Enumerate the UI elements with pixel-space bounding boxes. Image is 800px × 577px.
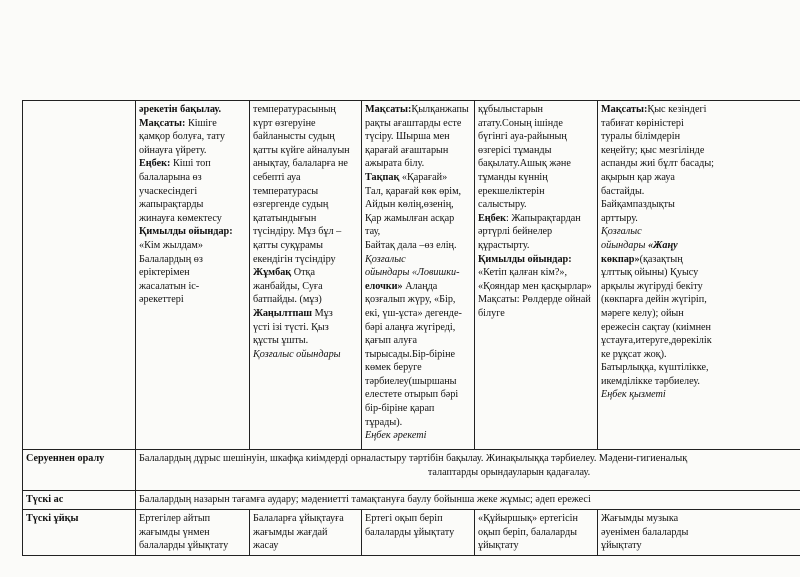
row-label-cell xyxy=(23,101,136,450)
row-label-nap: Түскі ұйқы xyxy=(23,510,136,556)
nap-cell-line: әуенімен балаларды xyxy=(601,526,689,538)
return-text-line2: талаптарды орындауларын қадағалау. xyxy=(427,466,591,478)
col2-line: себепті ауа xyxy=(253,171,301,183)
col3-line: Байтақ дала –өз елің. xyxy=(365,239,457,251)
nap-cell-line: «Құйыршық» ертегісін xyxy=(478,513,578,524)
col5-line: Еңбек қызметі xyxy=(601,389,666,401)
col5-line: икемділікке тәрбиелеу. xyxy=(601,375,700,387)
nap-cell-line: жағымды жағдай xyxy=(253,526,328,538)
table-row-lunch xyxy=(23,491,800,510)
row-label-lunch: Түскі ас xyxy=(23,491,136,510)
col2-line: анықтау, балаларға не xyxy=(253,158,348,170)
col5-line: ақырын қар жауа xyxy=(601,171,675,183)
col5-line: Қозғалыс xyxy=(601,226,642,238)
col2-line: күрт өзгеруіне xyxy=(253,117,316,129)
lunch-text-cell: Балалардың назарын тағамға аудару; мәдениетті тамақтануға баулу бойынша жеке жұмыс; әдеп ережесі xyxy=(136,491,800,510)
nap-cell-3 xyxy=(362,510,475,556)
day-cell-1 xyxy=(136,101,250,450)
col2-line: жанбайды, Суға xyxy=(253,280,323,292)
col1-line: әрекеттері xyxy=(139,294,184,306)
col5-line: Мақсаты:Қыс кезіндегі xyxy=(601,104,707,115)
col2-line: үсті ізі түсті. Қыз xyxy=(253,321,329,333)
col5-line: арқылы жүгіруді бекіту xyxy=(601,280,703,292)
col5-line: кеңейту; қыс мезгілінде xyxy=(601,144,705,156)
col5-line: арттыру. xyxy=(601,212,638,224)
nap-cell-1 xyxy=(136,510,250,556)
col5-line: (көкпарға дейін жүгіріп, xyxy=(601,294,707,306)
col5-line: ке рұқсат жоқ). xyxy=(601,348,667,360)
col3-line: Тал, қарағай көк өрім, xyxy=(365,185,462,197)
col1-line: учаскесіндегі xyxy=(139,185,198,197)
col1-line: «Кім жылдам» xyxy=(139,239,203,251)
col3-line: рақты ағаштарды есте xyxy=(365,117,462,129)
col5-line: көкпар»(қазақтың xyxy=(601,253,683,265)
nap-cell-2 xyxy=(250,510,362,556)
col2-line: Жаңылтпаш Мұз xyxy=(253,307,333,319)
col2-line: қатты суқұрамы xyxy=(253,239,323,251)
col3-line: Қар жамылған асқар xyxy=(365,212,455,224)
nap-cell-line: ұйықтату xyxy=(478,540,519,552)
col5-line: туралы білімдерін xyxy=(601,131,681,143)
col2-line: байланысты судың xyxy=(253,131,335,143)
col1-line: ойнауға үйрету. xyxy=(139,144,207,156)
day-cell-3 xyxy=(362,101,475,450)
col2-line: Қозғалыс ойындары xyxy=(253,348,341,360)
col3-line: елочки» Алаңда xyxy=(365,280,438,292)
nap-cell-line: Балаларға ұйықтауға xyxy=(253,513,344,524)
col1-line: еріктерімен xyxy=(139,267,190,279)
daily-plan-table xyxy=(22,100,800,556)
col2-line: өзгергенде судың xyxy=(253,199,329,211)
nap-cell-line: балаларды ұйықтату xyxy=(365,526,455,538)
col3-line: қағып алуға xyxy=(365,335,417,347)
col3-line: ажырата білу. xyxy=(365,158,425,170)
col4-line: салыстыру. xyxy=(478,199,527,211)
col3-line: тырысады.Бір-біріне xyxy=(365,348,456,360)
col1-line: жинауға көмектесу xyxy=(139,212,222,224)
col3-line: Айдын көлің,өзенің, xyxy=(365,199,454,211)
nap-cell-line: Ертегі оқып беріп xyxy=(365,513,443,524)
col4-line: тұманды күннің xyxy=(478,171,548,183)
col2-line: батпайды. (мұз) xyxy=(253,294,322,306)
day-cell-2 xyxy=(250,101,362,450)
nap-cell-line: жасау xyxy=(253,540,279,552)
nap-cell-line: балаларды ұйықтату xyxy=(139,540,229,552)
col3-line: қозғалып жүру, «Бір, xyxy=(365,294,456,306)
col1-line: жапырақтарды xyxy=(139,199,204,211)
col3-line: тәрбиелеу(шыршаны xyxy=(365,375,457,387)
col5-line: ережесін сақтау (киімнен xyxy=(601,321,712,333)
col3-line: бәрі алаңға жүгіреді, xyxy=(365,321,456,333)
col1-line: қамқор болуға, тату xyxy=(139,131,225,143)
nap-cell-4 xyxy=(475,510,598,556)
nap-cell-line: Ертегілер айтып xyxy=(139,513,211,524)
col2-line: температурасы xyxy=(253,185,319,197)
col3-line: екі, үш-ұста» дегенде- xyxy=(365,307,462,319)
col3-line: бір-біріне қарап xyxy=(365,403,435,415)
day-cell-4 xyxy=(475,101,598,450)
col5-line: аспанды жиі бұлт басады; xyxy=(601,158,715,170)
col4-line: бақылату.Ашық және xyxy=(478,158,571,170)
col4-line: құбылыстарын xyxy=(478,104,544,115)
col4-line: білуге xyxy=(478,307,505,319)
col1-line: Қимылды ойындар: xyxy=(139,226,233,238)
col3-line: көмек беруге xyxy=(365,362,422,374)
col1-line: әрекетін бақылау. xyxy=(139,104,222,115)
col5-line: мәреге келу); ойын xyxy=(601,307,684,319)
col4-line: құрастырту. xyxy=(478,239,530,251)
col5-line: ойындары «Жаңу xyxy=(601,239,678,251)
col5-line: Батырлыққа, күштілікке, xyxy=(601,362,709,374)
col1-line: Балалардың өз xyxy=(139,253,203,265)
col2-line: түсіндіру. Мұз бұл – xyxy=(253,226,342,238)
col4-line: өзгерісі тұманды xyxy=(478,144,552,156)
day-cell-5 xyxy=(598,101,800,450)
col3-line: тұрады). xyxy=(365,416,403,428)
nap-cell-line: Жағымды музыка xyxy=(601,513,679,524)
col1-line: Еңбек: Кіші топ xyxy=(139,158,211,170)
col3-line: Тақпақ «Қарағай» xyxy=(365,171,448,183)
table-row-return-from-walk xyxy=(23,450,800,491)
row-label-return: Серуеннен оралу xyxy=(23,450,136,491)
col3-line: тау, xyxy=(365,226,381,238)
col1-line: балаларына өз xyxy=(139,171,202,183)
col3-line: елестете отырып бәрі xyxy=(365,389,459,401)
col4-line: бүгінгі ауа-райының xyxy=(478,131,567,143)
col5-line: ұстауға,итеруге,дөрекілік xyxy=(601,335,712,347)
col4-line: әртүрлі бейнелер xyxy=(478,226,553,238)
col4-line: Еңбек: Жапырақтардан xyxy=(478,212,581,224)
table-row-nap xyxy=(23,510,800,556)
col4-line: «Кетіп қалған кім?», xyxy=(478,267,568,279)
col2-line: құсты ұшты. xyxy=(253,335,309,347)
col2-line: екендігін түсіндіру xyxy=(253,253,336,265)
col4-line: «Қояндар мен қасқырлар» xyxy=(478,280,592,292)
table-row-walk xyxy=(23,101,800,450)
col3-line: қарағай ағаштарын xyxy=(365,144,449,156)
col3-line: ойындары «Ловишки- xyxy=(365,267,460,279)
col5-line: ұлттық ойыны) Қуысу xyxy=(601,267,699,279)
col3-line: Мақсаты:Қылқанжапы xyxy=(365,104,469,115)
col2-line: температурасының xyxy=(253,104,336,115)
col1-line: Мақсаты: Кішіге xyxy=(139,117,217,129)
col3-line: Еңбек әрекеті xyxy=(365,430,427,442)
col4-line: ерекшеліктерін xyxy=(478,185,545,197)
col5-line: бастайды. xyxy=(601,185,645,197)
nap-cell-line: оқып беріп, балаларды xyxy=(478,526,578,538)
col4-line: Қимылды ойындар: xyxy=(478,253,572,265)
return-text-line1: Балалардың дұрыс шешінуін, шкафқа киімдерді орналастыру тәртібін бақылау. Жинақылыққа тәрбиелеу. Мәдени-гигиеналық xyxy=(139,453,688,464)
col2-line: қататындығын xyxy=(253,212,317,224)
col5-line: Байқампаздықты xyxy=(601,199,675,211)
col2-line: Жұмбақ Отқа xyxy=(253,267,315,279)
col2-line: қатты күйге айналуын xyxy=(253,144,350,156)
nap-cell-5 xyxy=(598,510,800,556)
col3-line: түсіру. Шырша мен xyxy=(365,131,450,143)
col3-line: Қозғалыс xyxy=(365,253,406,265)
nap-cell-line: ұйықтату xyxy=(601,540,642,552)
col4-line: атату.Соның ішінде xyxy=(478,117,563,129)
col4-line: Мақсаты: Рөлдерде ойнай xyxy=(478,294,591,306)
nap-cell-line: жағымды үнмен xyxy=(139,526,210,538)
col1-line: жасалатын іс- xyxy=(139,280,200,292)
return-text-cell xyxy=(136,450,800,491)
col5-line: табиғат көріністері xyxy=(601,117,684,129)
